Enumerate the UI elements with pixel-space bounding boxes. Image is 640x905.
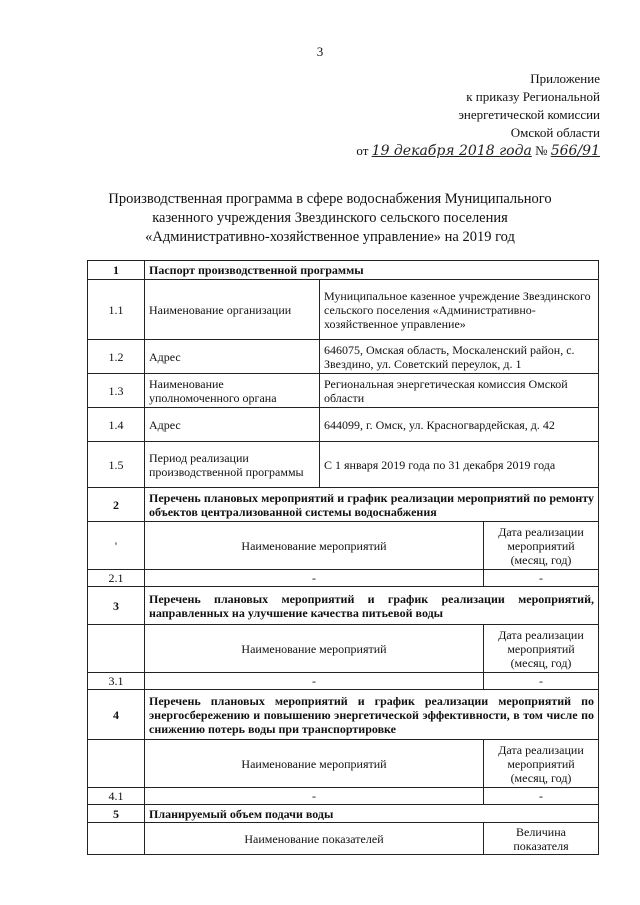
section-number: 4	[88, 690, 145, 740]
column-header-row	[88, 740, 599, 788]
row-value: 646075, Омская область, Москаленский район, с. Звездино, ул. Советский переулок, д. 1	[320, 340, 599, 374]
appendix-header	[356, 70, 600, 160]
table-row	[88, 788, 599, 805]
row-date: -	[484, 673, 599, 690]
row-name: -	[145, 788, 484, 805]
handwritten-date: 19 декабря 2018 года	[371, 143, 532, 159]
row-number: 4.1	[88, 788, 145, 805]
table-row	[88, 442, 599, 488]
from-label: от	[356, 143, 369, 158]
section-number: 3	[88, 587, 145, 625]
section-row	[88, 261, 599, 280]
row-label: Адрес	[145, 408, 320, 442]
section-row	[88, 587, 599, 625]
row-value: 644099, г. Омск, ул. Красногвардейская, д. 42	[320, 408, 599, 442]
row-label: Наименование организации	[145, 280, 320, 340]
program-table	[87, 260, 599, 855]
table-row	[88, 673, 599, 690]
row-number: 2.1	[88, 570, 145, 587]
row-number: 1.1	[88, 280, 145, 340]
column-header-date: Дата реализации мероприятий (месяц, год)	[484, 625, 599, 673]
section-title: Перечень плановых мероприятий и график реализации мероприятий по энергосбережению и повышению энергетической эффективности, в том числе по снижению потерь воды при транспортировке	[145, 690, 599, 740]
section-number: 1	[88, 261, 145, 280]
row-number	[88, 625, 145, 673]
table-row	[88, 374, 599, 408]
section-row	[88, 805, 599, 823]
title-line-2: казенного учреждения Звездинского сельского поселения	[152, 210, 508, 226]
column-header-name: Наименование мероприятий	[145, 522, 484, 570]
section-row	[88, 690, 599, 740]
title-line-1: Производственная программа в сфере водоснабжения Муниципального	[108, 191, 552, 207]
table-row	[88, 570, 599, 587]
column-header-row	[88, 625, 599, 673]
row-label: Наименование уполномоченного органа	[145, 374, 320, 408]
row-value: С 1 января 2019 года по 31 декабря 2019 года	[320, 442, 599, 488]
row-number: 1.4	[88, 408, 145, 442]
column-header-row	[88, 522, 599, 570]
table-row	[88, 340, 599, 374]
row-number: 3.1	[88, 673, 145, 690]
row-number: 1.5	[88, 442, 145, 488]
appendix-line-4: Омской области	[510, 125, 600, 140]
order-date-line	[356, 142, 600, 160]
section-number: 5	[88, 805, 145, 823]
section-title: Паспорт производственной программы	[145, 261, 599, 280]
column-header-date: Дата реализации мероприятий (месяц, год)	[484, 522, 599, 570]
row-number	[88, 740, 145, 788]
appendix-line-2: к приказу Региональной	[466, 89, 600, 104]
row-value: Муниципальное казенное учреждение Звездинского сельского поселения «Административно-хозяйственное управление»	[320, 280, 599, 340]
row-label: Период реализации производственной программы	[145, 442, 320, 488]
row-number: 1.3	[88, 374, 145, 408]
section-number: 2	[88, 488, 145, 522]
row-number	[88, 823, 145, 855]
column-header-name: Наименование мероприятий	[145, 625, 484, 673]
page-number: 3	[316, 44, 324, 59]
row-number: '	[88, 522, 145, 570]
column-header-indicator: Наименование показателей	[145, 823, 484, 855]
section-title: Перечень плановых мероприятий и график реализации мероприятий по ремонту объектов централизованной системы водоснабжения	[145, 488, 599, 522]
row-date: -	[484, 570, 599, 587]
appendix-line-3: энергетической комиссии	[458, 107, 600, 122]
handwritten-number: 566/91	[550, 143, 600, 159]
column-header-row	[88, 823, 599, 855]
column-header-date: Дата реализации мероприятий (месяц, год)	[484, 740, 599, 788]
column-header-name: Наименование мероприятий	[145, 740, 484, 788]
table-row	[88, 408, 599, 442]
row-date: -	[484, 788, 599, 805]
number-label: №	[535, 143, 548, 158]
section-title: Планируемый объем подачи воды	[145, 805, 599, 823]
title-line-3: «Административно-хозяйственное управление» на 2019 год	[145, 229, 515, 245]
row-number: 1.2	[88, 340, 145, 374]
row-name: -	[145, 673, 484, 690]
document-title	[70, 190, 590, 247]
section-title: Перечень плановых мероприятий и график реализации мероприятий, направленных на улучшение качества питьевой воды	[145, 587, 599, 625]
appendix-line-1: Приложение	[530, 71, 600, 86]
column-header-value: Величина показателя	[484, 823, 599, 855]
table-row	[88, 280, 599, 340]
row-label: Адрес	[145, 340, 320, 374]
row-name: -	[145, 570, 484, 587]
section-row	[88, 488, 599, 522]
row-value: Региональная энергетическая комиссия Омской области	[320, 374, 599, 408]
